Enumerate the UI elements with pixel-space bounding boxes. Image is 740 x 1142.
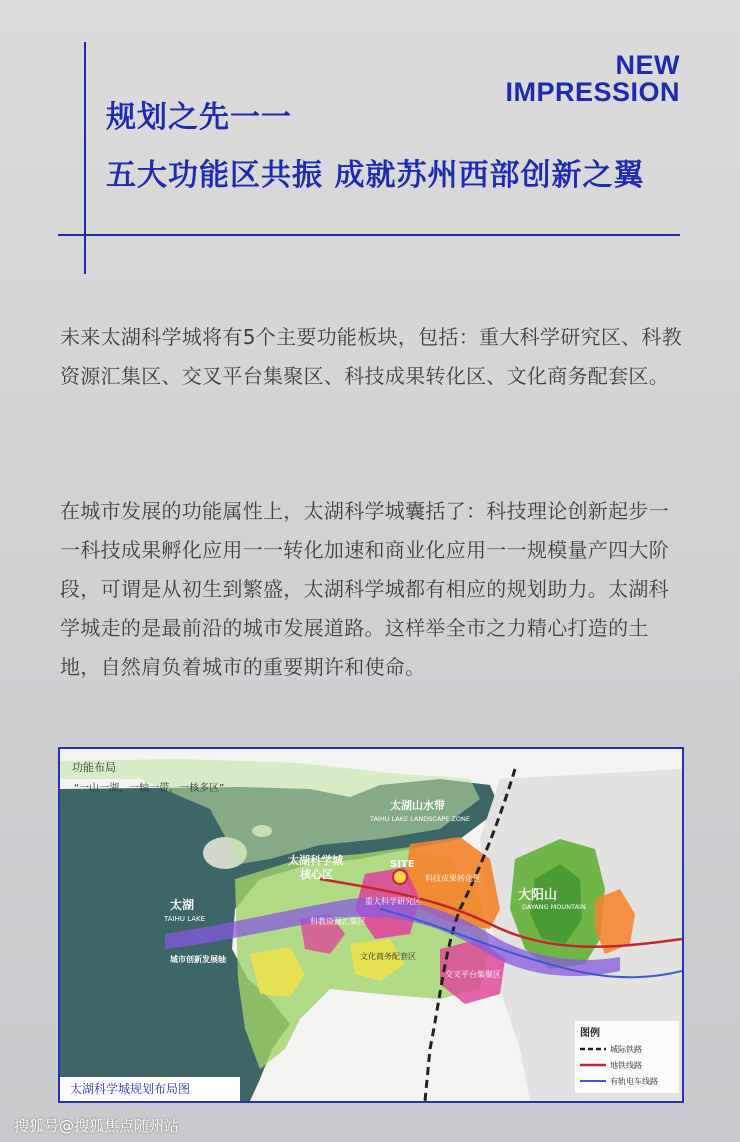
label-landscape-en: TAIHU LAKE LANDSCAPE ZONE <box>370 815 471 823</box>
map-header-label: 功能布局 <box>72 761 116 774</box>
label-core: 太湖科学城 <box>288 854 343 867</box>
page-title-line2: 五大功能区共振 成就苏州西部创新之翼 <box>106 158 645 193</box>
legend-rail-label: 城际铁路 <box>610 1045 642 1054</box>
label-major-research: 重大科学研究区 <box>365 897 421 906</box>
paragraph-development-stages: 在城市发展的功能属性上，太湖科学城囊括了：科技理论创新起步一一科技成果孵化应用一一转化加速和商业化应用一一规模量产四大阶段，可谓是从初生到繁盛，太湖科学城都有相应的规划助力。太湖科学城走的是最前沿的城市发展道路。这样举全市之力精心打造的土地，自然肩负着城市的重要期许和使命。 <box>60 499 669 679</box>
accent-horizontal-line <box>58 234 680 236</box>
label-mountain: 大阳山 <box>518 888 558 903</box>
label-lake: 太湖 <box>170 898 195 912</box>
page-title-line1: 规划之先一一 <box>106 100 292 135</box>
legend-tram-label: 有轨电车线路 <box>610 1077 658 1086</box>
label-lake-en: TAIHU LAKE <box>164 915 206 923</box>
site-marker-icon <box>393 870 407 884</box>
map-caption: 太湖科学城规划布局图 <box>70 1082 191 1096</box>
watermark: 搜狐号@搜狐焦点随州站 <box>14 1117 180 1135</box>
label-core-2: 核心区 <box>300 868 333 881</box>
planning-map <box>58 747 684 1103</box>
brand-mark <box>505 52 680 106</box>
accent-vertical-line <box>84 42 86 274</box>
map-subtitle: “一山一湖，一轴一带，一核多区” <box>74 783 225 794</box>
label-landscape: 太湖山水带 <box>390 799 445 812</box>
map-legend <box>575 1021 679 1093</box>
label-tech-transfer: 科技成果转化区 <box>425 874 481 883</box>
label-edu-resource: 科教资源汇集区 <box>310 917 366 926</box>
planning-map-svg <box>60 749 682 1101</box>
brand-line-new: NEW <box>615 50 680 80</box>
label-site: SITE <box>390 859 415 870</box>
label-cross-platform: 交叉平台集聚区 <box>445 970 501 979</box>
legend-metro-label: 地铁线路 <box>610 1061 642 1070</box>
paragraph-functional-zones: 未来太湖科学城将有5个主要功能板块，包括：重大科学研究区、科教资源汇集区、交叉平台集聚区、科技成果转化区、文化商务配套区。 <box>60 325 683 388</box>
brand-line-impression: IMPRESSION <box>505 77 680 107</box>
legend-title: 图例 <box>580 1028 600 1039</box>
label-mountain-en: DAYANG MOUNTAIN <box>522 903 586 911</box>
label-culture-biz: 文化商务配套区 <box>360 952 416 961</box>
label-innovation-axis: 城市创新发展轴 <box>170 955 226 964</box>
